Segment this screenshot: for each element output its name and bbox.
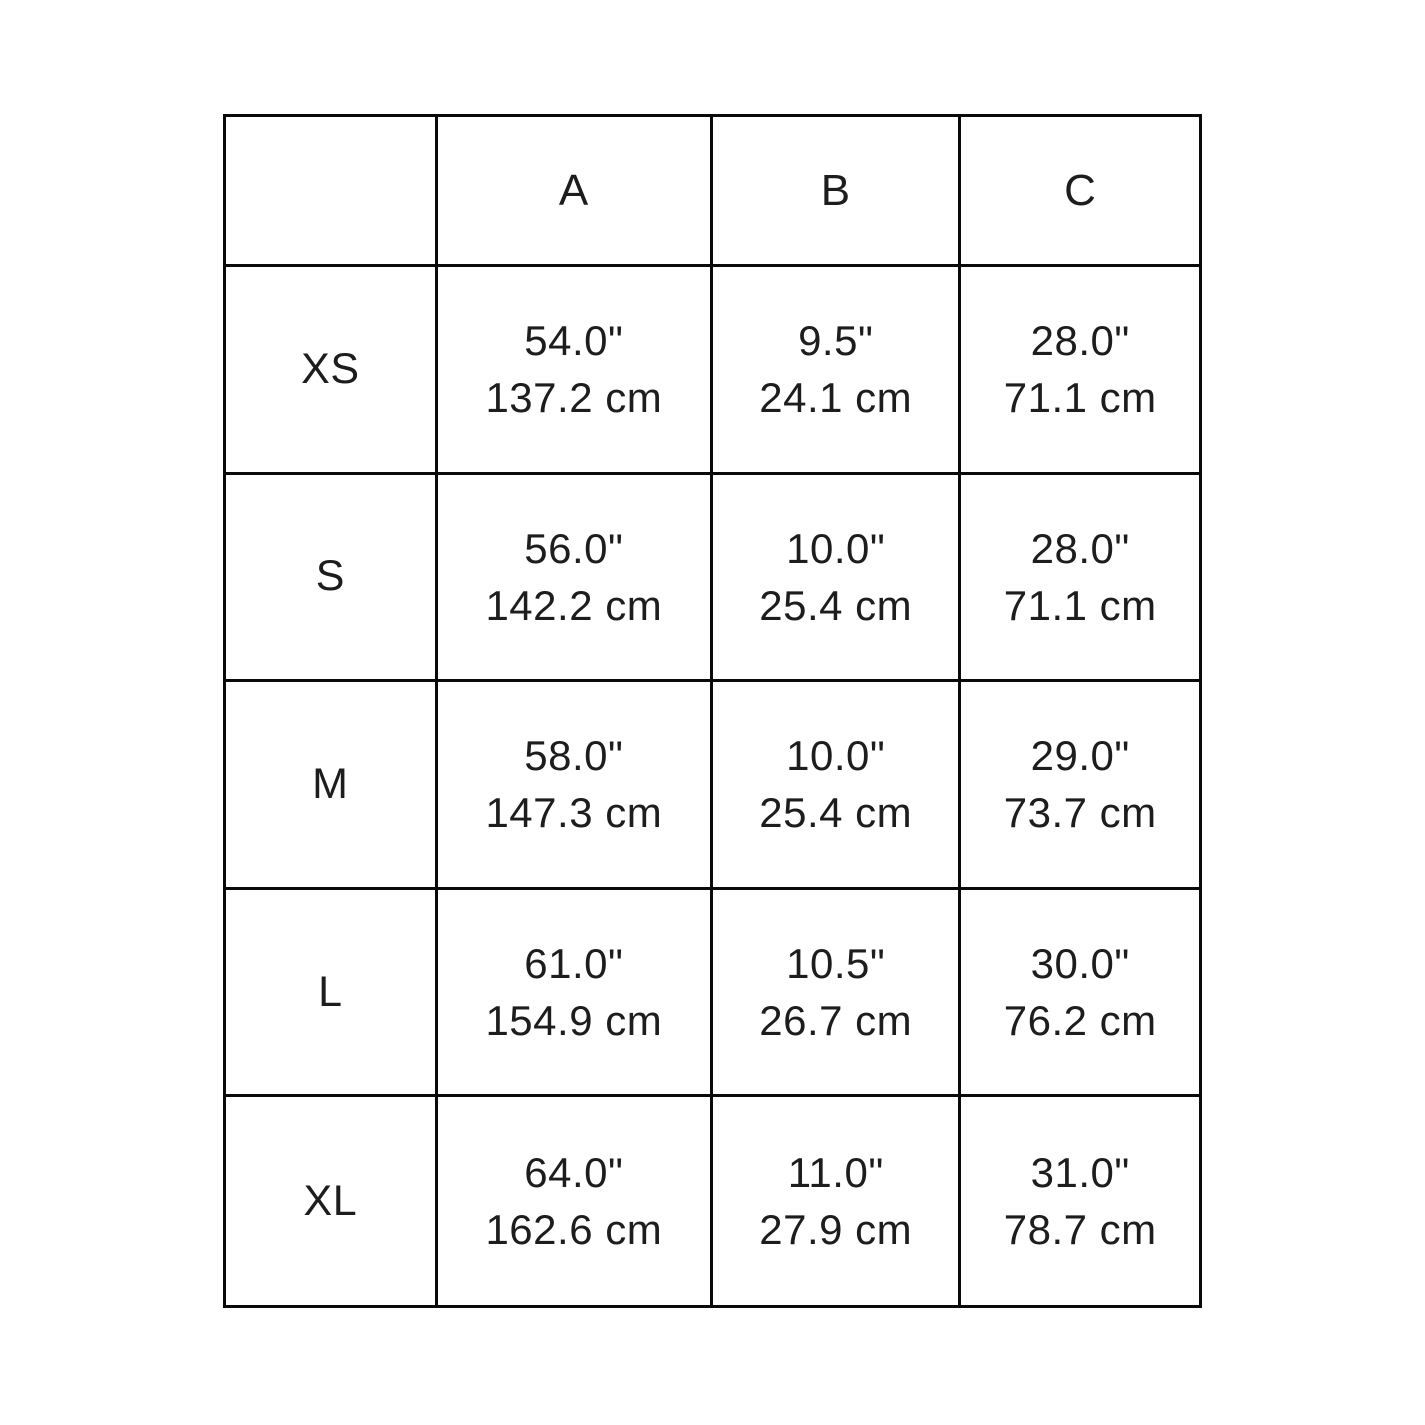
measurement-cell-s-c bbox=[961, 475, 1199, 683]
cm-value: 71.1 cm bbox=[1003, 374, 1157, 422]
size-label: L bbox=[318, 967, 343, 1016]
measurement-cell-m-c bbox=[961, 682, 1199, 890]
cm-value: 26.7 cm bbox=[759, 997, 913, 1045]
size-label: XL bbox=[303, 1176, 358, 1225]
measurement-cell-s-a bbox=[438, 475, 713, 683]
inches-value: 28.0" bbox=[1030, 524, 1130, 572]
cm-value: 71.1 cm bbox=[1003, 581, 1157, 629]
measurement-cell-m-a bbox=[438, 682, 713, 890]
cm-value: 137.2 cm bbox=[485, 374, 663, 422]
inches-value: 30.0" bbox=[1030, 940, 1130, 988]
inches-value: 56.0" bbox=[524, 524, 624, 572]
measurement-cell-l-b bbox=[713, 890, 961, 1098]
measurement-cell-xl-b bbox=[713, 1097, 961, 1305]
inches-value: 11.0" bbox=[787, 1149, 884, 1197]
inches-value: 61.0" bbox=[524, 940, 624, 988]
cm-value: 78.7 cm bbox=[1003, 1206, 1157, 1254]
cm-value: 147.3 cm bbox=[485, 789, 663, 837]
column-label-a: A bbox=[558, 165, 589, 215]
cm-value: 162.6 cm bbox=[485, 1206, 663, 1254]
inches-value: 64.0" bbox=[524, 1149, 624, 1197]
inches-value: 10.0" bbox=[786, 732, 886, 780]
measurement-cell-xs-a bbox=[438, 267, 713, 475]
header-cell-b bbox=[713, 117, 961, 267]
inches-value: 10.5" bbox=[786, 940, 886, 988]
header-cell-c bbox=[961, 117, 1199, 267]
cm-value: 76.2 cm bbox=[1003, 997, 1157, 1045]
size-label-cell-xl bbox=[226, 1097, 438, 1305]
inches-value: 28.0" bbox=[1030, 317, 1130, 365]
cm-value: 27.9 cm bbox=[759, 1206, 913, 1254]
inches-value: 31.0" bbox=[1030, 1149, 1130, 1197]
cm-value: 24.1 cm bbox=[759, 374, 913, 422]
header-corner-cell bbox=[226, 117, 438, 267]
inches-value: 29.0" bbox=[1030, 732, 1130, 780]
measurement-cell-m-b bbox=[713, 682, 961, 890]
measurement-cell-xl-c bbox=[961, 1097, 1199, 1305]
size-label-cell-s bbox=[226, 475, 438, 683]
column-label-b: B bbox=[820, 165, 851, 215]
size-chart-table bbox=[223, 114, 1202, 1308]
size-label-cell-xs bbox=[226, 267, 438, 475]
inches-value: 9.5" bbox=[798, 317, 874, 365]
header-cell-a bbox=[438, 117, 713, 267]
inches-value: 10.0" bbox=[786, 524, 886, 572]
measurement-cell-s-b bbox=[713, 475, 961, 683]
measurement-cell-xs-c bbox=[961, 267, 1199, 475]
size-label: XS bbox=[301, 344, 360, 393]
size-label: M bbox=[312, 759, 349, 808]
cm-value: 154.9 cm bbox=[485, 997, 663, 1045]
cm-value: 25.4 cm bbox=[759, 581, 913, 629]
size-label-cell-m bbox=[226, 682, 438, 890]
inches-value: 54.0" bbox=[524, 317, 624, 365]
measurement-cell-xs-b bbox=[713, 267, 961, 475]
inches-value: 58.0" bbox=[524, 732, 624, 780]
measurement-cell-xl-a bbox=[438, 1097, 713, 1305]
column-label-c: C bbox=[1064, 165, 1097, 215]
cm-value: 25.4 cm bbox=[759, 789, 913, 837]
cm-value: 142.2 cm bbox=[485, 581, 663, 629]
measurement-cell-l-c bbox=[961, 890, 1199, 1098]
size-label: S bbox=[315, 552, 345, 601]
measurement-cell-l-a bbox=[438, 890, 713, 1098]
cm-value: 73.7 cm bbox=[1003, 789, 1157, 837]
size-label-cell-l bbox=[226, 890, 438, 1098]
